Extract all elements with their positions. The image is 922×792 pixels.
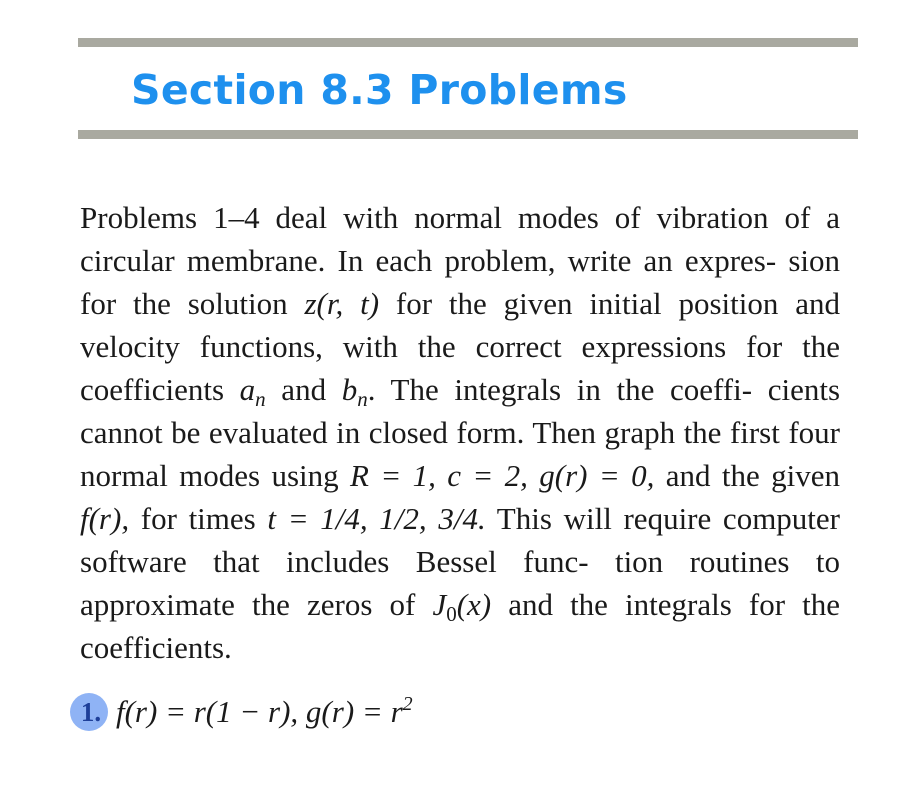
top-rule: [78, 38, 858, 47]
intro-paragraph: [80, 196, 840, 669]
math-bessel-arg: (x): [456, 587, 492, 622]
math-b: b: [341, 372, 358, 407]
intro-text-2: for the given initial position and velocity functions, with the correct expressions for the coefficients: [80, 286, 840, 407]
math-bessel-j: J: [432, 587, 447, 622]
problem-formula-text: f(r) = r(1 − r), g(r) = r: [116, 694, 403, 729]
math-a-subscript: n: [255, 387, 266, 411]
math-times: t = 1/4, 1/2, 3/4.: [267, 501, 486, 536]
problem-item: [70, 690, 413, 734]
bottom-rule: [78, 130, 858, 139]
section-title: Section 8.3 Problems: [131, 66, 628, 114]
intro-text-4: . The integrals in the coeffi- cients cannot be evaluated in closed form. Then graph the first four normal modes using: [80, 372, 841, 493]
math-a: a: [239, 372, 256, 407]
intro-text-1: Problems 1–4 deal with normal modes of vibration of a circular membrane. In each problem, write an expres- sion for the solution: [80, 200, 840, 321]
intro-text-7: This will require computer software that includes Bessel func- tion routines to approximate the zeros of: [80, 501, 841, 622]
math-f-r: f(r),: [80, 501, 130, 536]
math-b-subscript: n: [357, 387, 368, 411]
math-z-r-t: z(r, t): [304, 286, 380, 321]
problem-formula-exponent: 2: [402, 693, 413, 715]
math-parameters: R = 1, c = 2, g(r) = 0,: [350, 458, 655, 493]
intro-text-8: and the integrals for the coefficients.: [80, 587, 840, 665]
problem-number-badge[interactable]: 1.: [70, 693, 108, 731]
problem-formula: [116, 694, 413, 730]
intro-text-5: and the given: [654, 458, 840, 493]
intro-text-3: and: [265, 372, 342, 407]
intro-text-6: for times: [129, 501, 268, 536]
math-bessel-subscript: 0: [446, 602, 457, 626]
